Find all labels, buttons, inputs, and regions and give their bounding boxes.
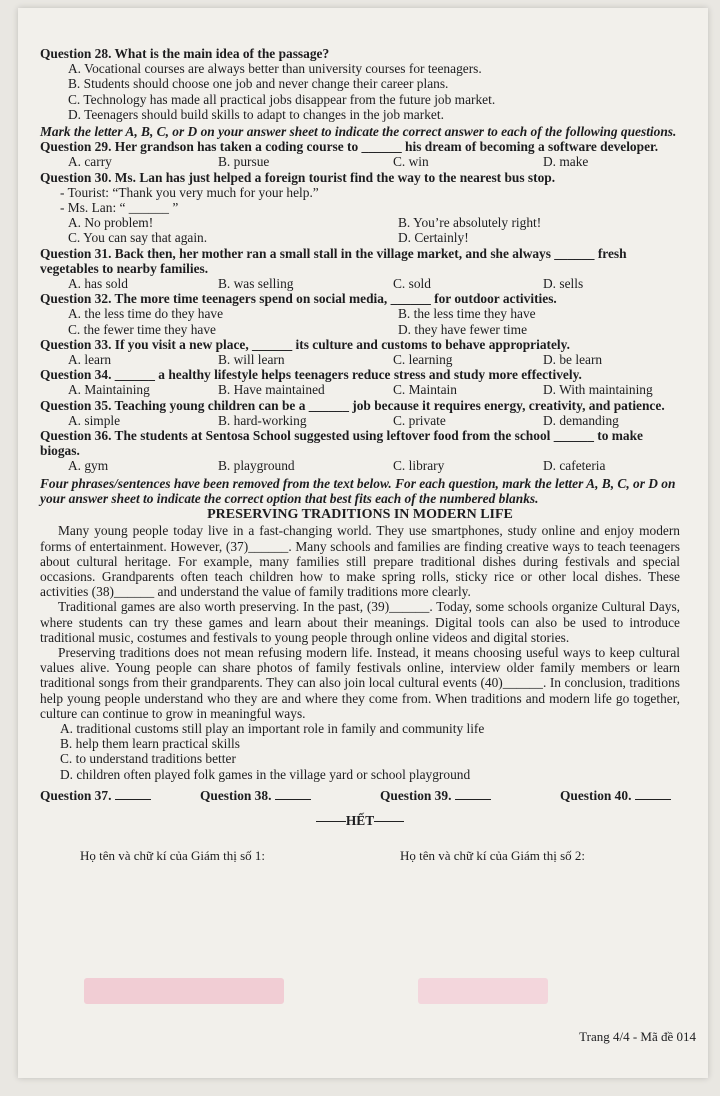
option: A. carry (68, 154, 112, 170)
option: A. Vocational courses are always better than university courses for teenagers. (68, 61, 482, 77)
question-stem: Question 34. ______ a healthy lifestyle helps teenagers reduce stress and study more effectively. (40, 367, 582, 383)
answer-blank[interactable] (115, 788, 151, 800)
passage-option: C. to understand traditions better (60, 751, 236, 767)
option: A. learn (68, 352, 112, 368)
option: A. simple (68, 412, 121, 428)
option: C. Technology has made all practical jobs disappear from the future job market. (68, 91, 496, 107)
question-stem: Question 31. Back then, her mother ran a small stall in the village market, and she always ______ fresh vegetables to nearby families. (40, 245, 627, 276)
question-34 (40, 367, 680, 397)
option: B. the less time they have (398, 306, 536, 322)
option: B. hard-working (218, 412, 307, 428)
question-30 (40, 170, 680, 246)
answer-blank[interactable] (455, 788, 491, 800)
page-footer: Trang 4/4 - Mã đề 014 (579, 1028, 696, 1044)
answer-label: Question 37. (40, 787, 112, 803)
option: C. You can say that again. (68, 230, 208, 246)
question-32 (40, 291, 680, 337)
option: D. be learn (543, 352, 603, 368)
question-28 (40, 46, 680, 122)
option: C. sold (393, 276, 431, 292)
question-stem: Question 29. Her grandson has taken a coding course to ______ his dream of becoming a software developer. (40, 139, 659, 155)
option: A. No problem! (68, 215, 154, 231)
question-stem: Question 33. If you visit a new place, ______ its culture and customs to behave appropriately. (40, 336, 570, 352)
option: D. With maintaining (543, 382, 653, 398)
option: D. Teenagers should build skills to adapt to changes in the job market. (68, 106, 444, 122)
option: A. the less time do they have (68, 306, 224, 322)
option: C. library (393, 458, 445, 474)
answer-blank[interactable] (635, 788, 671, 800)
option: B. Students should choose one job and never change their career plans. (68, 76, 449, 92)
dialogue-line: - Ms. Lan: “ ______ ” (60, 200, 179, 216)
dialogue-line: - Tourist: “Thank you very much for your help.” (60, 184, 319, 200)
option: D. Certainly! (398, 230, 469, 246)
section-instruction: Four phrases/sentences have been removed from the text below. For each question, mark the letter A, B, C, or D on your answer sheet to indicate the correct option that best fits each of the numbered blanks. (40, 475, 676, 506)
section-instruction: Mark the letter A, B, C, or D on your answer sheet to indicate the correct answer to each of the following questions. (40, 124, 677, 140)
exam-page (18, 8, 708, 1078)
passage-paragraph: Traditional games are also worth preserving. In the past, (39)______. Today, some schools organize Cultural Days, where students can try these games and learn about their meanings. Digital tools can also be used to introduce traditional music, costumes and festivals to young people through online videos and digital stories. (40, 599, 680, 645)
question-33 (40, 337, 680, 367)
question-stem: Question 28. What is the main idea of the passage? (40, 46, 330, 61)
signature-row (40, 848, 680, 863)
option: B. You’re absolutely right! (398, 215, 542, 231)
question-stem: Question 35. Teaching young children can be a ______ job because it requires energy, creativity, and patience. (40, 397, 665, 413)
option: C. learning (393, 352, 453, 368)
question-29 (40, 139, 680, 169)
answer-label: Question 39. (380, 787, 452, 803)
option: A. gym (68, 458, 109, 474)
question-31 (40, 246, 680, 292)
option: C. Maintain (393, 382, 457, 398)
option: D. they have fewer time (398, 321, 528, 337)
redacted-area (418, 978, 548, 1004)
question-stem: Question 32. The more time teenagers spend on social media, ______ for outdoor activities. (40, 291, 557, 307)
option: B. pursue (218, 154, 270, 170)
option: C. the fewer time they have (68, 321, 216, 337)
option: C. win (393, 154, 429, 170)
option: A. Maintaining (68, 382, 150, 398)
proctor-2-label: Họ tên và chữ kí của Giám thị số 2: (400, 848, 586, 864)
option: B. playground (218, 458, 295, 474)
option: D. make (543, 154, 589, 170)
answer-row (40, 788, 680, 803)
option: D. cafeteria (543, 458, 606, 474)
option: D. sells (543, 276, 584, 292)
redacted-area (84, 978, 284, 1004)
answer-label: Question 40. (560, 787, 632, 803)
question-35 (40, 398, 680, 428)
option: D. demanding (543, 412, 619, 428)
answer-blank[interactable] (275, 788, 311, 800)
passage-title: PRESERVING TRADITIONS IN MODERN LIFE (207, 507, 513, 523)
option: B. was selling (218, 276, 294, 292)
question-stem: Question 36. The students at Sentosa School suggested using leftover food from the school ______ to make biogas. (40, 428, 643, 459)
answer-label: Question 38. (200, 787, 272, 803)
option: B. Have maintained (218, 382, 325, 398)
option: B. will learn (218, 352, 285, 368)
end-marker: HẾT (40, 813, 680, 828)
option: A. has sold (68, 276, 128, 292)
option: C. private (393, 412, 446, 428)
passage-option: B. help them learn practical skills (60, 736, 240, 752)
passage-paragraph: Many young people today live in a fast-changing world. They use smartphones, study online and enjoy modern forms of entertainment. However, (37)______. Many schools and families are finding creative ways to teach teenagers about cultural heritage. For example, many families still prepare traditional dishes during festivals and special occasions. Grandparents often teach children how to make spring rolls, sticky rice or other local dishes. These activities (38)______ and understand the value of family traditions more clearly. (40, 523, 680, 600)
passage-option: D. children often played folk games in the village yard or school playground (60, 766, 471, 782)
question-36 (40, 428, 680, 474)
proctor-1-label: Họ tên và chữ kí của Giám thị số 1: (80, 848, 266, 864)
passage-option: A. traditional customs still play an important role in family and community life (60, 720, 485, 736)
passage-paragraph: Preserving traditions does not mean refusing modern life. Instead, it means choosing useful ways to keep cultural values alive. Young people can share photos of family festivals online, interview older family members or learn traditional songs from their grandparents. They can also join local cultural events (40)______. In conclusion, traditions help young people understand who they are and where they come from. When traditions and modern life go together, culture can continue to grow in meaningful ways. (40, 644, 680, 721)
question-stem: Question 30. Ms. Lan has just helped a foreign tourist find the way to the nearest bus stop. (40, 169, 556, 185)
